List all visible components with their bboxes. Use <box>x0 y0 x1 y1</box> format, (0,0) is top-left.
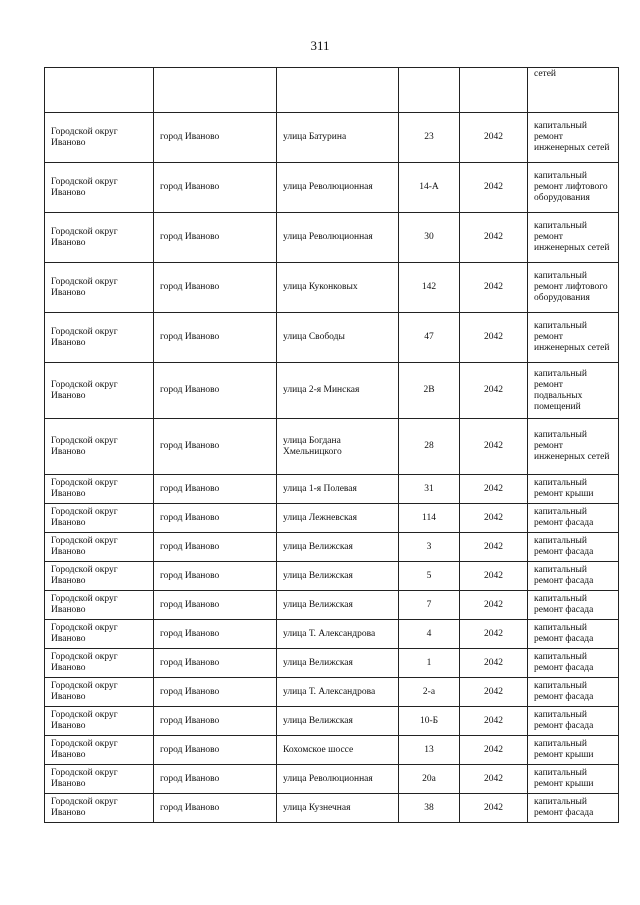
cell-street: улица Велижская <box>277 562 399 591</box>
cell-house: 1 <box>399 649 460 678</box>
cell-city: город Иваново <box>154 475 277 504</box>
cell-house: 28 <box>399 419 460 475</box>
table-row <box>45 504 619 533</box>
cell-work: капитальный ремонт инженерных сетей <box>528 419 619 475</box>
cell-city: город Иваново <box>154 419 277 475</box>
cell-year: 2042 <box>460 263 528 313</box>
cell-work: капитальный ремонт лифтового оборудования <box>528 263 619 313</box>
cell-year <box>460 68 528 113</box>
table-row-continued <box>45 68 619 113</box>
cell-house: 2В <box>399 363 460 419</box>
cell-house: 31 <box>399 475 460 504</box>
cell-work <box>528 68 619 113</box>
cell-house: 3 <box>399 533 460 562</box>
cell-okrug: Городской округ Иваново <box>45 765 154 794</box>
cell-house: 30 <box>399 213 460 263</box>
cell-city <box>154 68 277 113</box>
cell-work: капитальный ремонт фасада <box>528 794 619 823</box>
cell-city: город Иваново <box>154 794 277 823</box>
cell-house: 114 <box>399 504 460 533</box>
cell-street: улица Кузнечная <box>277 794 399 823</box>
cell-okrug: Городской округ Иваново <box>45 313 154 363</box>
cell-city: город Иваново <box>154 363 277 419</box>
table-row <box>45 649 619 678</box>
cell-city: город Иваново <box>154 765 277 794</box>
cell-house: 47 <box>399 313 460 363</box>
cell-house: 142 <box>399 263 460 313</box>
table-row <box>45 213 619 263</box>
cell-work: капитальный ремонт крыши <box>528 475 619 504</box>
cell-house: 23 <box>399 113 460 163</box>
cell-city: город Иваново <box>154 213 277 263</box>
table-row <box>45 113 619 163</box>
cell-city: город Иваново <box>154 736 277 765</box>
cell-okrug: Городской округ Иваново <box>45 794 154 823</box>
cell-work: капитальный ремонт фасада <box>528 562 619 591</box>
cell-year: 2042 <box>460 363 528 419</box>
cell-year: 2042 <box>460 620 528 649</box>
cell-street: улица Революционная <box>277 163 399 213</box>
cell-okrug: Городской округ Иваново <box>45 649 154 678</box>
cell-house: 38 <box>399 794 460 823</box>
cell-work: капитальный ремонт инженерных сетей <box>528 313 619 363</box>
cell-okrug: Городской округ Иваново <box>45 163 154 213</box>
cell-year: 2042 <box>460 419 528 475</box>
cell-year: 2042 <box>460 707 528 736</box>
cell-work: капитальный ремонт фасада <box>528 620 619 649</box>
cell-year: 2042 <box>460 313 528 363</box>
cell-house: 2-а <box>399 678 460 707</box>
cell-street: улица 1-я Полевая <box>277 475 399 504</box>
cell-house: 10-Б <box>399 707 460 736</box>
cell-year: 2042 <box>460 736 528 765</box>
cell-work: капитальный ремонт фасада <box>528 504 619 533</box>
table-row <box>45 475 619 504</box>
cell-year: 2042 <box>460 678 528 707</box>
cell-year: 2042 <box>460 504 528 533</box>
cell-year: 2042 <box>460 163 528 213</box>
table-row <box>45 678 619 707</box>
cell-okrug: Городской округ Иваново <box>45 678 154 707</box>
cell-year: 2042 <box>460 765 528 794</box>
works-table-body <box>45 68 619 823</box>
cell-work: капитальный ремонт подвальных помещений <box>528 363 619 419</box>
cell-city: город Иваново <box>154 504 277 533</box>
cell-city: город Иваново <box>154 113 277 163</box>
cell-okrug: Городской округ Иваново <box>45 620 154 649</box>
cell-street: улица Велижская <box>277 707 399 736</box>
cell-house: 7 <box>399 591 460 620</box>
works-table <box>44 67 619 823</box>
cell-house: 13 <box>399 736 460 765</box>
cell-okrug: Городской округ Иваново <box>45 475 154 504</box>
cell-okrug: Городской округ Иваново <box>45 504 154 533</box>
table-row <box>45 620 619 649</box>
cell-city: город Иваново <box>154 562 277 591</box>
page-number: 311 <box>310 38 330 53</box>
cell-okrug <box>45 68 154 113</box>
cell-okrug: Городской округ Иваново <box>45 707 154 736</box>
cell-year: 2042 <box>460 213 528 263</box>
cell-work: капитальный ремонт фасада <box>528 707 619 736</box>
cell-year: 2042 <box>460 649 528 678</box>
cell-street: улица Батурина <box>277 113 399 163</box>
cell-street: улица Велижская <box>277 591 399 620</box>
cell-okrug: Городской округ Иваново <box>45 213 154 263</box>
cell-house: 20а <box>399 765 460 794</box>
table-row <box>45 591 619 620</box>
cell-street: улица Свободы <box>277 313 399 363</box>
cell-work: капитальный ремонт фасада <box>528 591 619 620</box>
cell-house: 5 <box>399 562 460 591</box>
cell-street: улица Лежневская <box>277 504 399 533</box>
cell-city: город Иваново <box>154 591 277 620</box>
cell-work: капитальный ремонт фасада <box>528 649 619 678</box>
table-row <box>45 533 619 562</box>
cell-street: улица Т. Александрова <box>277 620 399 649</box>
cell-year: 2042 <box>460 475 528 504</box>
table-row <box>45 263 619 313</box>
cell-year: 2042 <box>460 113 528 163</box>
cell-okrug: Городской округ Иваново <box>45 533 154 562</box>
cell-work: капитальный ремонт инженерных сетей <box>528 113 619 163</box>
table-row <box>45 562 619 591</box>
cell-house <box>399 68 460 113</box>
table-row <box>45 163 619 213</box>
cell-city: город Иваново <box>154 620 277 649</box>
cell-city: город Иваново <box>154 263 277 313</box>
table-row <box>45 363 619 419</box>
table-row <box>45 794 619 823</box>
cell-okrug: Городской округ Иваново <box>45 113 154 163</box>
cell-street: улица Богдана Хмельницкого <box>277 419 399 475</box>
cell-city: город Иваново <box>154 163 277 213</box>
cell-street: улица Революционная <box>277 213 399 263</box>
cell-city: город Иваново <box>154 533 277 562</box>
cell-okrug: Городской округ Иваново <box>45 736 154 765</box>
table-row <box>45 419 619 475</box>
cell-street: улица Велижская <box>277 649 399 678</box>
cell-year: 2042 <box>460 562 528 591</box>
work-text: сетей <box>534 68 557 79</box>
cell-work: капитальный ремонт фасада <box>528 533 619 562</box>
cell-street <box>277 68 399 113</box>
table-row <box>45 707 619 736</box>
cell-street: улица 2-я Минская <box>277 363 399 419</box>
table-row <box>45 765 619 794</box>
cell-okrug: Городской округ Иваново <box>45 419 154 475</box>
cell-work: капитальный ремонт лифтового оборудования <box>528 163 619 213</box>
cell-year: 2042 <box>460 533 528 562</box>
cell-work: капитальный ремонт инженерных сетей <box>528 213 619 263</box>
cell-street: улица Революционная <box>277 765 399 794</box>
cell-street: улица Куконковых <box>277 263 399 313</box>
cell-okrug: Городской округ Иваново <box>45 562 154 591</box>
cell-city: город Иваново <box>154 707 277 736</box>
table-row <box>45 736 619 765</box>
cell-city: город Иваново <box>154 678 277 707</box>
cell-work: капитальный ремонт крыши <box>528 765 619 794</box>
cell-city: город Иваново <box>154 649 277 678</box>
cell-street: Кохомское шоссе <box>277 736 399 765</box>
cell-house: 4 <box>399 620 460 649</box>
cell-city: город Иваново <box>154 313 277 363</box>
cell-okrug: Городской округ Иваново <box>45 363 154 419</box>
cell-year: 2042 <box>460 591 528 620</box>
table-row <box>45 313 619 363</box>
cell-okrug: Городской округ Иваново <box>45 591 154 620</box>
cell-street: улица Велижская <box>277 533 399 562</box>
cell-work: капитальный ремонт фасада <box>528 678 619 707</box>
cell-house: 14-А <box>399 163 460 213</box>
cell-work: капитальный ремонт крыши <box>528 736 619 765</box>
cell-okrug: Городской округ Иваново <box>45 263 154 313</box>
cell-street: улица Т. Александрова <box>277 678 399 707</box>
cell-year: 2042 <box>460 794 528 823</box>
